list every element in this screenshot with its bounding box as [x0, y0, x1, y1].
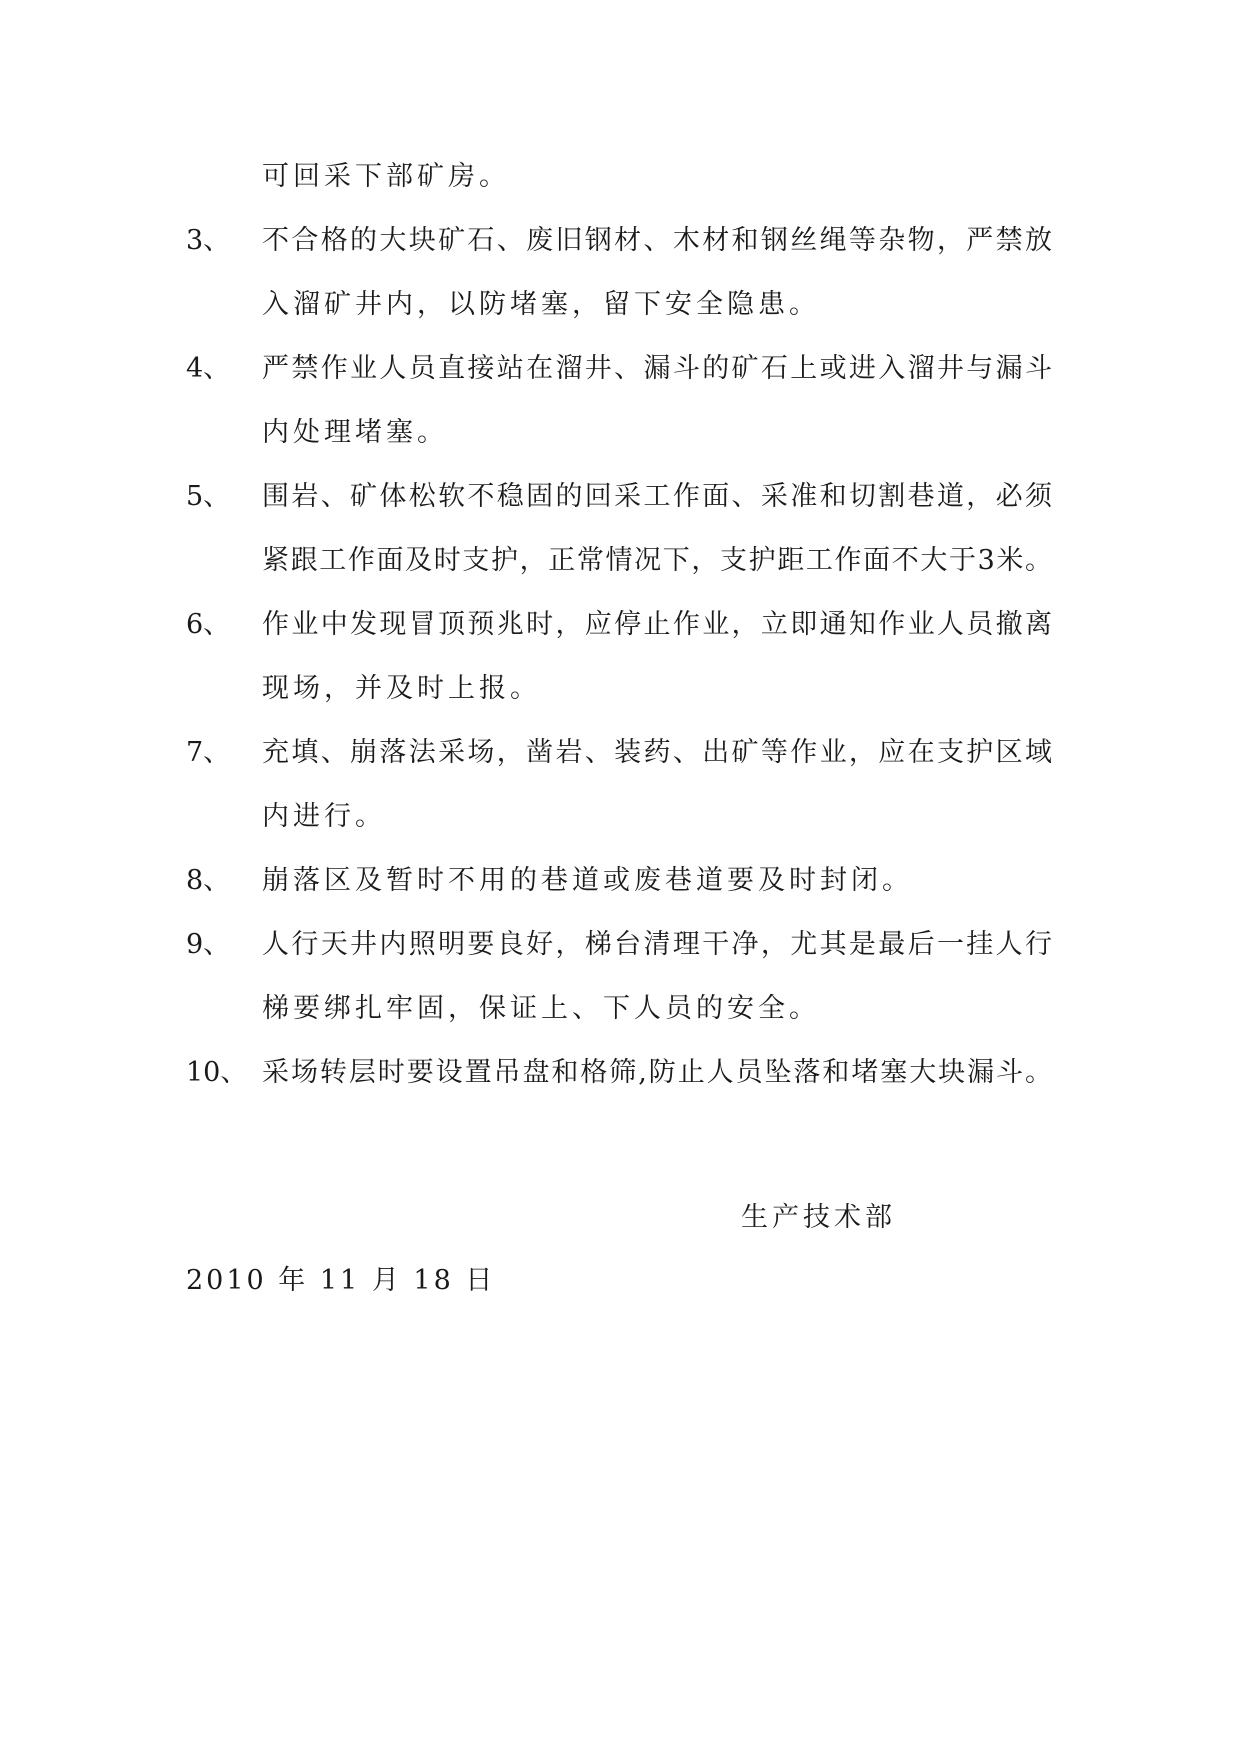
signature-department: 生产技术部 — [741, 1202, 896, 1233]
item-number: 7、 — [186, 737, 231, 768]
item-number: 9、 — [186, 929, 231, 960]
item-line: 作业中发现冒顶预兆时，应停止作业，立即通知作业人员撤离 — [262, 609, 1052, 640]
item-line: 围岩、矿体松软不稳固的回采工作面、采准和切割巷道，必须 — [262, 481, 1052, 512]
item-line: 充填、崩落法采场，凿岩、装药、出矿等作业，应在支护区域 — [262, 737, 1052, 768]
item-line: 紧跟工作面及时支护，正常情况下，支护距工作面不大于3米。 — [262, 545, 1052, 576]
document-date: 2010 年 11 月 18 日 — [186, 1265, 496, 1296]
item-line: 内进行。 — [262, 801, 386, 832]
item-number: 4、 — [186, 353, 231, 384]
item-line: 内处理堵塞。 — [262, 417, 448, 448]
item-number: 3、 — [186, 225, 231, 256]
continuation-line: 可回采下部矿房。 — [262, 161, 510, 192]
item-number: 10、 — [186, 1057, 248, 1088]
item-line: 不合格的大块矿石、废旧钢材、木材和钢丝绳等杂物，严禁放 — [262, 225, 1052, 256]
item-line: 人行天井内照明要良好，梯台清理干净，尤其是最后一挂人行 — [262, 929, 1052, 960]
item-number: 6、 — [186, 609, 231, 640]
item-number: 8、 — [186, 865, 231, 896]
item-number: 5、 — [186, 481, 231, 512]
item-line: 梯要绑扎牢固，保证上、下人员的安全。 — [262, 993, 820, 1024]
item-line: 采场转层时要设置吊盘和格筛,防止人员坠落和堵塞大块漏斗。 — [262, 1057, 1052, 1088]
item-line: 入溜矿井内，以防堵塞，留下安全隐患。 — [262, 289, 820, 320]
item-line: 崩落区及暂时不用的巷道或废巷道要及时封闭。 — [262, 865, 913, 896]
item-line: 现场，并及时上报。 — [262, 673, 541, 704]
item-line: 严禁作业人员直接站在溜井、漏斗的矿石上或进入溜井与漏斗 — [262, 353, 1052, 384]
